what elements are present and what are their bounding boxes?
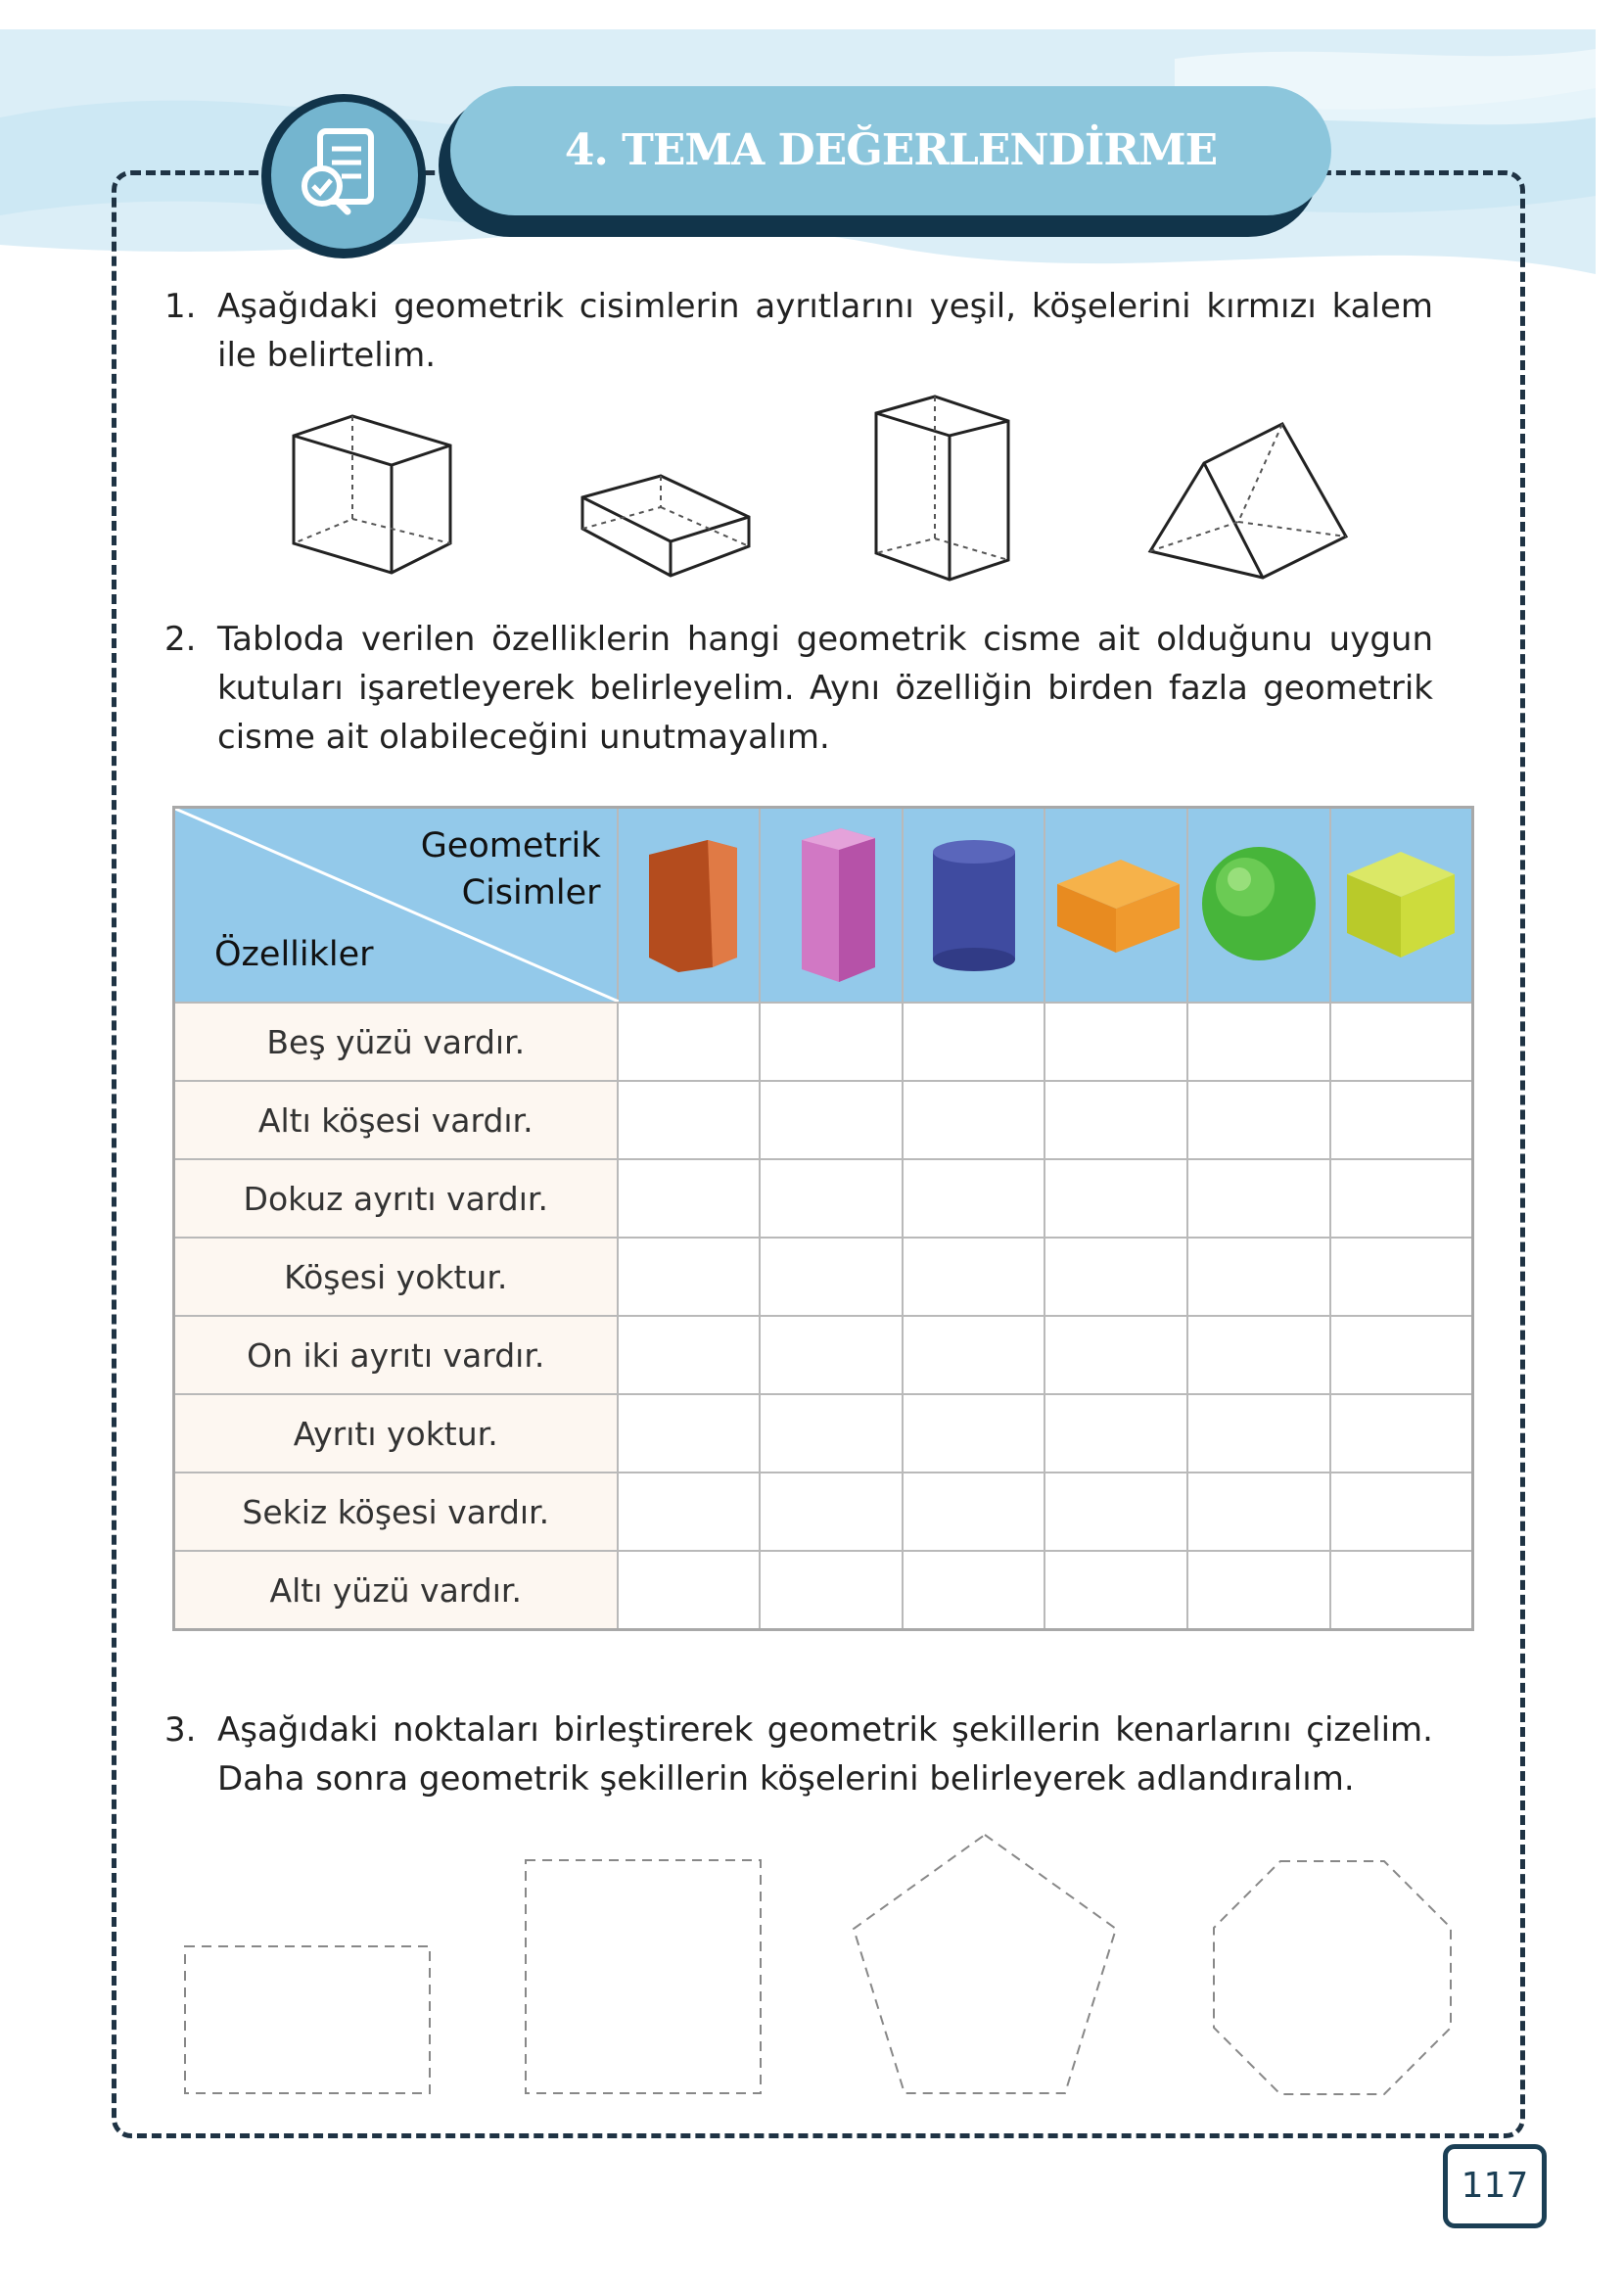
check-cell[interactable] xyxy=(1044,1473,1187,1551)
properties-table xyxy=(172,806,1474,1631)
check-cell[interactable] xyxy=(618,1551,761,1630)
question-number: 2. xyxy=(164,620,197,659)
column-header-label: Geometrik Cisimler xyxy=(420,826,601,912)
check-cell[interactable] xyxy=(760,1159,903,1238)
check-cell[interactable] xyxy=(1330,1159,1473,1238)
check-cell[interactable] xyxy=(760,1316,903,1394)
solid-sphere-header xyxy=(1187,808,1330,1004)
question-number: 1. xyxy=(164,287,197,326)
flat-prism-outline xyxy=(578,468,754,585)
dashed-octagon[interactable] xyxy=(1210,1857,1455,2098)
table-header-row xyxy=(174,808,1473,1004)
header-icon-badge xyxy=(261,94,426,258)
solid-triangular-prism-header xyxy=(618,808,761,1004)
row-header-label: Özellikler xyxy=(214,935,374,974)
check-cell[interactable] xyxy=(1044,1159,1187,1238)
check-cell[interactable] xyxy=(1187,1316,1330,1394)
check-cell[interactable] xyxy=(618,1316,761,1394)
green-sphere-image xyxy=(1190,830,1327,977)
yellow-cube-image xyxy=(1332,830,1469,977)
orange-flat-prism-image xyxy=(1047,830,1184,977)
table-row xyxy=(174,1473,1473,1551)
table-row xyxy=(174,1081,1473,1159)
check-cell[interactable] xyxy=(903,1003,1045,1081)
table-row xyxy=(174,1159,1473,1238)
check-cell[interactable] xyxy=(1330,1473,1473,1551)
check-cell[interactable] xyxy=(1330,1238,1473,1316)
property-label: Sekiz köşesi vardır. xyxy=(174,1473,618,1551)
check-cell[interactable] xyxy=(903,1473,1045,1551)
check-cell[interactable] xyxy=(760,1238,903,1316)
check-cell[interactable] xyxy=(760,1081,903,1159)
check-cell[interactable] xyxy=(1330,1003,1473,1081)
check-cell[interactable] xyxy=(1330,1316,1473,1394)
check-cell[interactable] xyxy=(1330,1551,1473,1630)
check-cell[interactable] xyxy=(903,1081,1045,1159)
check-cell[interactable] xyxy=(618,1473,761,1551)
table-row xyxy=(174,1394,1473,1473)
document-magnifier-check-icon xyxy=(271,102,418,249)
property-label: On iki ayrıtı vardır. xyxy=(174,1316,618,1394)
check-cell[interactable] xyxy=(1187,1159,1330,1238)
check-cell[interactable] xyxy=(1330,1081,1473,1159)
solid-flat-prism-header xyxy=(1044,808,1187,1004)
dashed-rectangle[interactable] xyxy=(182,1943,433,2096)
dashed-square[interactable] xyxy=(523,1857,764,2096)
check-cell[interactable] xyxy=(1187,1394,1330,1473)
property-label: Ayrıtı yoktur. xyxy=(174,1394,618,1473)
check-cell[interactable] xyxy=(760,1551,903,1630)
table-corner-cell xyxy=(174,808,618,1004)
check-cell[interactable] xyxy=(1044,1551,1187,1630)
solid-cylinder-header xyxy=(903,808,1045,1004)
check-cell[interactable] xyxy=(618,1003,761,1081)
orange-triangular-prism-image xyxy=(620,830,757,977)
check-cell[interactable] xyxy=(1187,1003,1330,1081)
table-row xyxy=(174,1551,1473,1630)
solid-cube-header xyxy=(1330,808,1473,1004)
check-cell[interactable] xyxy=(1187,1238,1330,1316)
check-cell[interactable] xyxy=(760,1394,903,1473)
table-row xyxy=(174,1003,1473,1081)
question-text: Aşağıdaki noktaları birleştirerek geometrik şekillerin kenarlarını çizelim. Daha sonra geometrik şekillerin köşelerini belirleyerek adlandıralım. xyxy=(217,1710,1433,1799)
page-number: 117 xyxy=(1443,2144,1547,2228)
question-number: 3. xyxy=(164,1710,197,1750)
check-cell[interactable] xyxy=(1044,1003,1187,1081)
table-row xyxy=(174,1316,1473,1394)
table-row xyxy=(174,1238,1473,1316)
pink-rectangular-prism-image xyxy=(763,820,900,987)
property-label: Beş yüzü vardır. xyxy=(174,1003,618,1081)
question-1 xyxy=(164,282,1437,390)
check-cell[interactable] xyxy=(1044,1238,1187,1316)
check-cell[interactable] xyxy=(903,1394,1045,1473)
question-3 xyxy=(164,1706,1437,1813)
check-cell[interactable] xyxy=(760,1003,903,1081)
check-cell[interactable] xyxy=(903,1316,1045,1394)
check-cell[interactable] xyxy=(760,1473,903,1551)
check-cell[interactable] xyxy=(618,1238,761,1316)
property-label: Altı köşesi vardır. xyxy=(174,1081,618,1159)
check-cell[interactable] xyxy=(1187,1473,1330,1551)
check-cell[interactable] xyxy=(618,1394,761,1473)
property-label: Dokuz ayrıtı vardır. xyxy=(174,1159,618,1238)
check-cell[interactable] xyxy=(1187,1081,1330,1159)
check-cell[interactable] xyxy=(1044,1394,1187,1473)
check-cell[interactable] xyxy=(1044,1081,1187,1159)
solid-rectangular-prism-header xyxy=(760,808,903,1004)
property-label: Altı yüzü vardır. xyxy=(174,1551,618,1630)
dashed-pentagon[interactable] xyxy=(850,1831,1120,2097)
check-cell[interactable] xyxy=(903,1159,1045,1238)
check-cell[interactable] xyxy=(1044,1316,1187,1394)
question-text: Aşağıdaki geometrik cisimlerin ayrıtlarını yeşil, köşelerini kırmızı kalem ile belirtelim. xyxy=(217,287,1433,375)
check-cell[interactable] xyxy=(1187,1551,1330,1630)
blue-cylinder-image xyxy=(905,830,1043,977)
tall-prism-outline xyxy=(871,392,1018,587)
question-2 xyxy=(164,615,1437,771)
check-cell[interactable] xyxy=(1330,1394,1473,1473)
triangular-prism-outline xyxy=(1145,419,1351,585)
cube-outline xyxy=(284,406,460,583)
check-cell[interactable] xyxy=(618,1159,761,1238)
check-cell[interactable] xyxy=(618,1081,761,1159)
property-label: Köşesi yoktur. xyxy=(174,1238,618,1316)
check-cell[interactable] xyxy=(903,1238,1045,1316)
page-title: 4. TEMA DEĞERLENDİRME xyxy=(564,125,1218,175)
check-cell[interactable] xyxy=(903,1551,1045,1630)
question-text: Tabloda verilen özelliklerin hangi geometrik cisme ait olduğunu uygun kutuları işaretleyerek belirleyelim. Aynı özelliğin birden fazla geometrik cisme ait olabileceğini unutmayalım. xyxy=(217,620,1433,757)
